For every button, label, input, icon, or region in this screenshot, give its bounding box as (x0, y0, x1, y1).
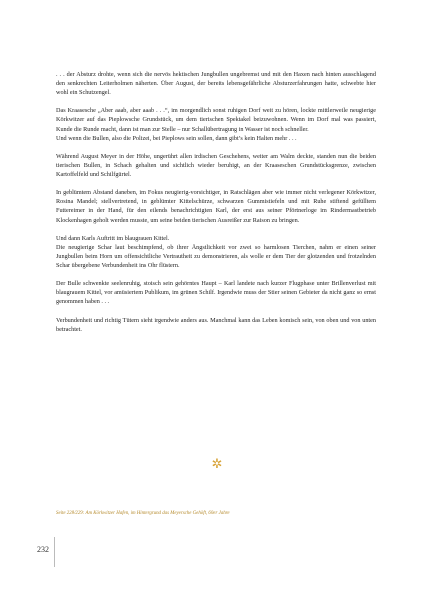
paragraph-5-text: Und dann Karls Auftritt im blaugrauen Kittel. Die neugierige Schar laut beschimpfend, ob ihrer Ängstlichkeit vor zwei so harmlosen Tierchen, nahm er einen seiner Jungbullen beim Horn um offensichtliche Vertrautheit zu demonstrieren, als wolle er dem Tier der glotzenden und frotzelnden Schar übergebene Verbundenheit ins Ohr flüstern. (56, 234, 376, 269)
paragraph-2 (56, 106, 376, 142)
page-number: 232 (37, 545, 49, 554)
ornament-icon: ✲ (211, 456, 223, 471)
paragraph-2-text: Das Kraasesche „Aber aaab, aber aaab . . .“, im morgendlich sonst ruhigen Dorf weit zu hören, lockte mittlerweile neugierige Körkwitzer auf das Pieplowsche Grundstück, um dem tierischen Spektakel beizuwohnen. Wenn im Dorf mal was passiert, Kunde die Runde macht, dann ist man zur Stelle – nur Schallübertragung in Wasser ist noch schneller. Und wenn die Bullen, also die Polizei, bei Pieplows sein sollen, dann gibt’s kein Halten mehr . . . (56, 107, 376, 142)
paragraph-7: Verbundenheit und richtig Tütern sieht irgendwie anders aus. Manchmal kann das Leben komisch sein, von oben und von unten betrachtet. (56, 316, 376, 333)
paragraph-3: Während August Meyer in der Höhe, ungerührt allen irdischen Geschehens, weiter am Walm deckte, standen nun die beiden tierischen Bullen, in Schach gehalten und sichtlich wieder beruhigt, an der Kraaseschen Grundstücksgrenze, zwischen Kartoffelfeld und Schilfgürtel. (56, 152, 376, 179)
paragraph-5 (56, 234, 376, 270)
paragraph-1: . . . der Absturz drohte, wenn sich die nervös hektischen Jungbullen ungebremst und mit den Haxen nach hinten ausschlagend den senkrechten Leiterholmen näherten. Über August, der bereits lebensgefährliche Absturzerfahrungen hatte, schwebte hier wohl ein Schutzengel. (56, 71, 376, 97)
paragraph-6: Der Bulle schwenkte seelenruhig, stoisch sein gehörntes Haupt – Karl landete nach kurzer Flugphase unter Brillenverlust mit blaugrauem Kittel, vor amüsiertem Publikum, im grünen Schilf. Irgendwie muss der Stier seinen Gebieter da nicht ganz so ernst genommen haben . . . (56, 280, 376, 306)
photo-caption: Seite 228/229: Am Körkwitzer Hafen, im Hintergrund das Meyersche Gehöft, 60er Jahre (56, 511, 230, 516)
paragraph-4: In geblümtem Abstand daneben, im Fokus neugierig-vorsichtiger, in Ratschlägen aber wie immer nicht verlegener Körkwitzer, Rosina Mandel; stellvertretend, in geblümter Kittelschürze, schwarzen Gummistiefeln und mit Ruhe stiftend gefülltem Futtereimer in der Hand, für den eilends benachrichtigten Karl, der erst aus seiner Pförtnerloge im Rindermastbetrieb Klockenhagen geholt werden musste, um seine beiden tierischen Ausreißer zur Raison zu bringen. (56, 189, 376, 224)
body-text (56, 70, 376, 343)
margin-divider (54, 537, 55, 567)
